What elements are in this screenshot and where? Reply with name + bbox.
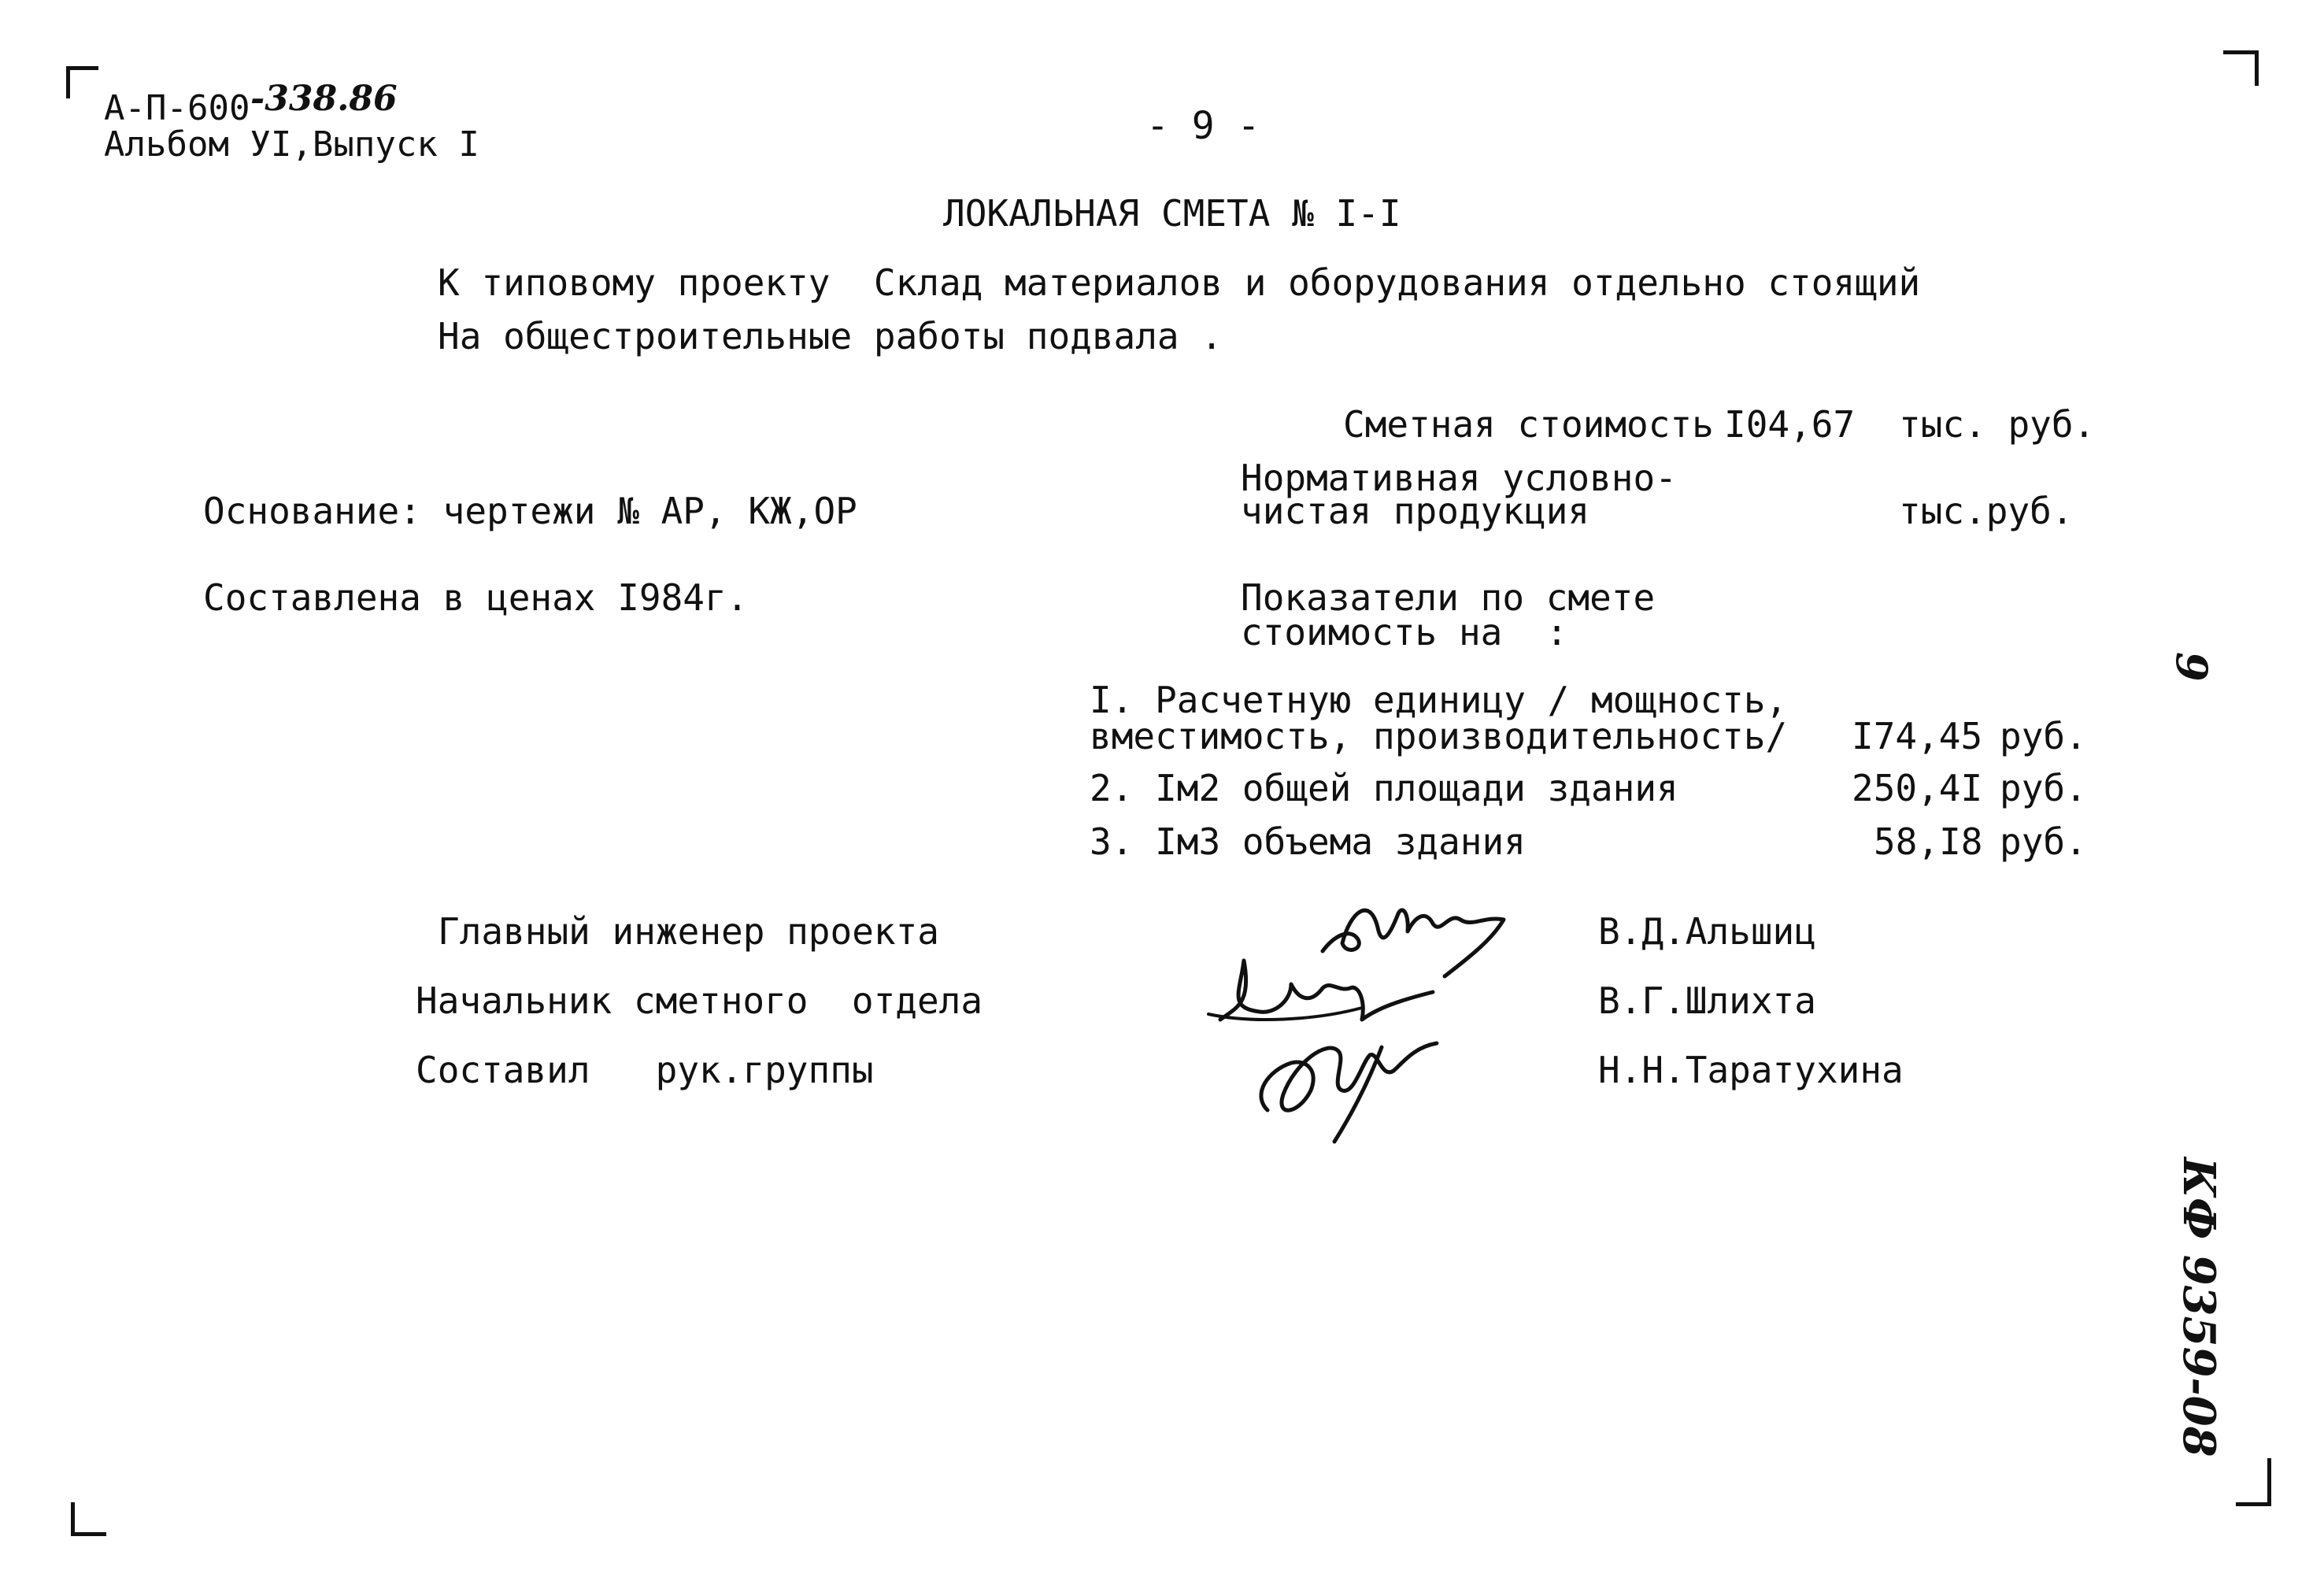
margin-page-mark: 9 [2167,652,2217,682]
indicator-3-unit: руб. [2000,820,2087,863]
signature-3 [1244,1016,1464,1150]
signatory-1-name: В.Д.Альшиц [1598,910,1816,953]
indicator-1-value: I74,45 [1852,715,1983,757]
document-title: ЛОКАЛЬНАЯ СМЕТА № I-I [943,192,1401,235]
basis-line: Основание: чертежи № АР, КЖ,ОР [203,490,857,532]
project-line: К типовому проекту Склад материалов и оборудования отдельно стоящий [438,261,1921,304]
document-code-handwritten: -338.86 [250,79,398,119]
indicator-3-text: 3. Iм3 объема здания [1090,820,1526,863]
indicators-heading-line1: Показатели по смете [1241,576,1656,619]
signatory-2-name: В.Г.Шлихта [1598,979,1816,1022]
corner-mark-bottom-right [2236,1458,2271,1506]
normative-unit: тыс.руб. [1899,490,2074,532]
estimated-cost-value: I04,67 [1724,403,1856,446]
normative-label-line1: Нормативная условно- [1241,457,1677,499]
corner-mark-bottom-left [71,1502,106,1536]
corner-mark-top-left [66,66,98,98]
indicator-3-value: 58,I8 [1874,820,1983,863]
corner-mark-top-right [2223,50,2259,86]
indicator-2-value: 250,4I [1852,767,1983,809]
indicator-1-unit: руб. [2000,715,2087,757]
signatory-3-name: Н.Н.Таратухина [1598,1049,1904,1091]
estimated-cost-label: Сметная стоимость [1343,403,1714,446]
indicator-1-line1: I. Расчетную единицу / мощность, [1090,679,1788,721]
prices-line: Составлена в ценах I984г. [203,576,749,619]
works-line: На общестроительные работы подвала . [438,315,1223,357]
signatory-2-role: Начальник сметного отдела [416,979,983,1022]
document-code: А-П-600 [104,88,250,128]
album-line: Альбом УI,Выпуск I [104,124,479,165]
estimated-cost-unit: тыс. руб. [1899,403,2096,446]
signatory-3-role: Составил рук.группы [416,1049,874,1091]
signatory-1-role: Главный инженер проекта [438,910,939,953]
indicator-1-line2: вместимость, производительность/ [1090,715,1788,757]
indicators-heading-line2: стоимость на : [1241,611,1568,654]
indicator-2-unit: руб. [2000,767,2087,809]
archive-code: КФ 9359-08 [2173,1157,2225,1457]
indicator-2-text: 2. Iм2 общей площади здания [1090,767,1678,809]
normative-label-line2: чистая продукция [1241,490,1590,532]
page-number: - 9 - [1146,104,1260,148]
